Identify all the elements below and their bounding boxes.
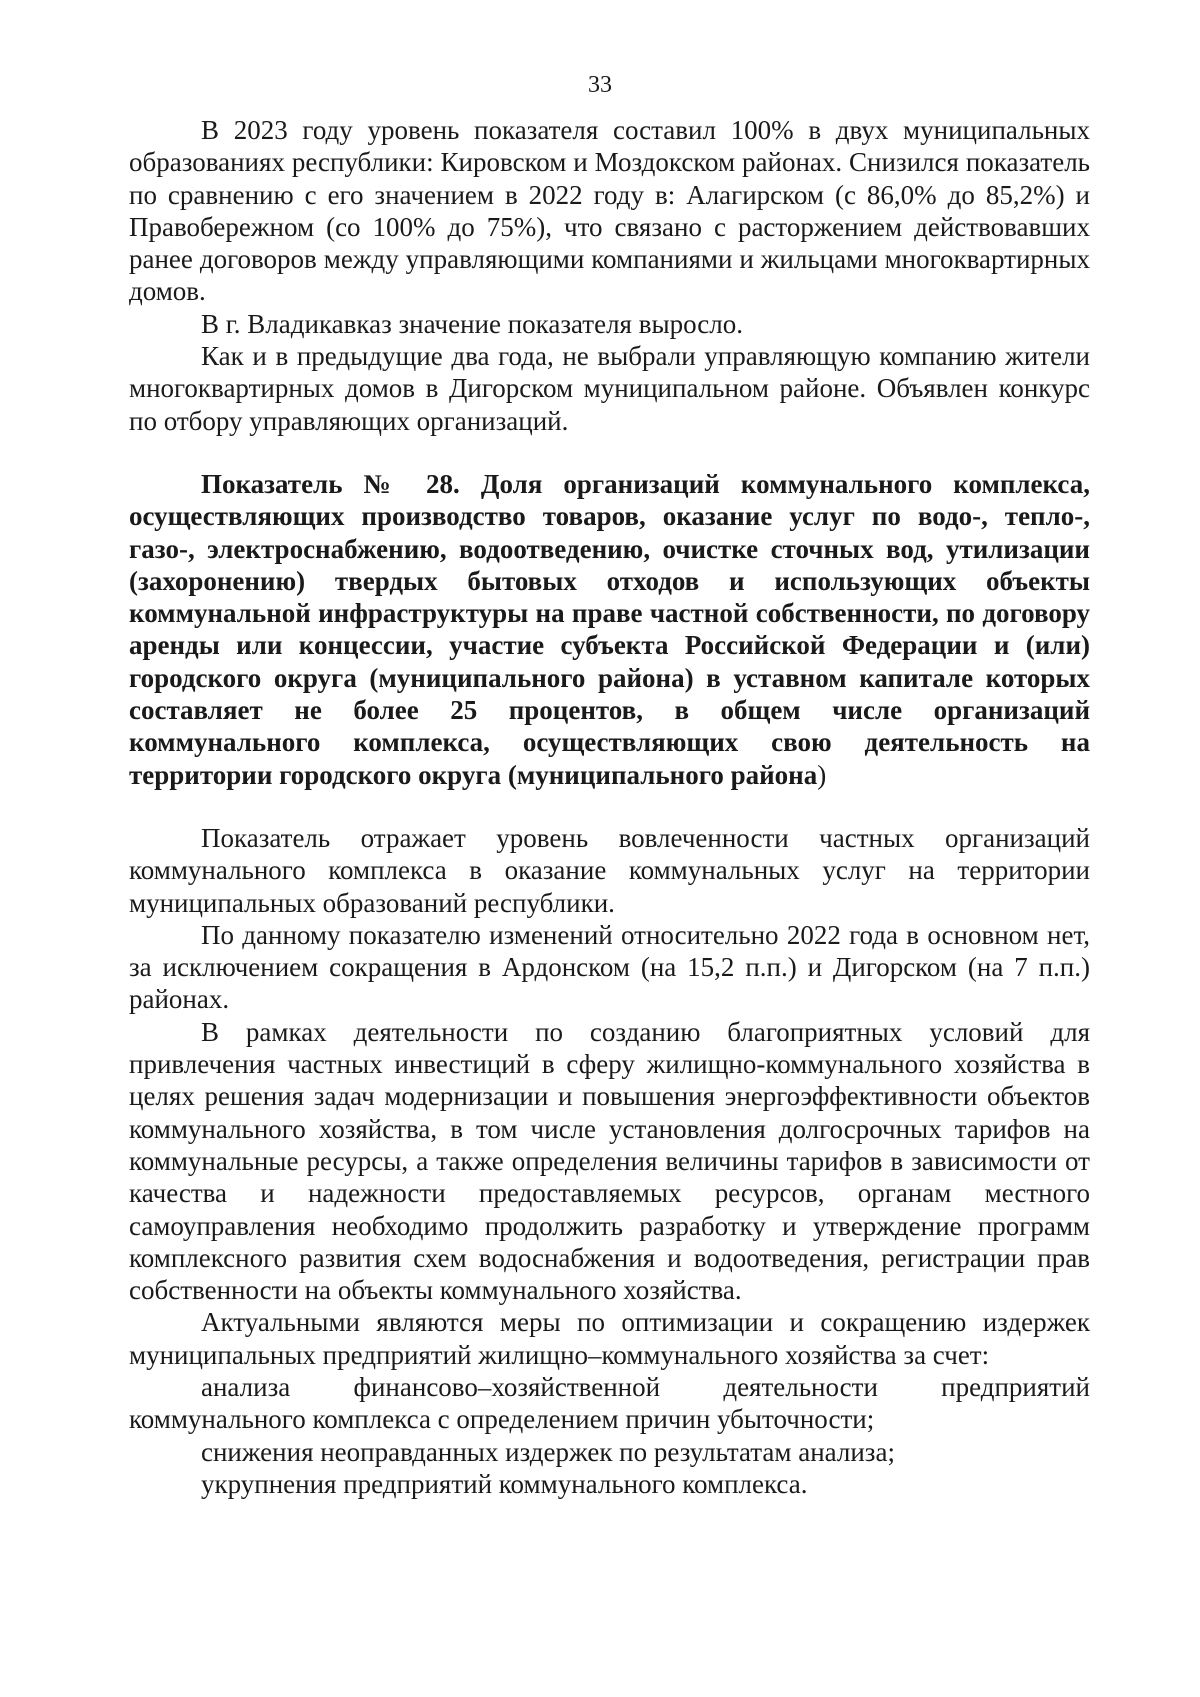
paragraph: В рамках деятельности по созданию благоприятных условий для привлечения частных инвестиций в сферу жилищно-коммунального хозяйства в целях решения задач модернизации и повышения энергоэффективности объектов коммунального хозяйства, в том числе установления долгосрочных тарифов на коммунальные ресурсы, а также определения величины тарифов в зависимости от качества и надежности предоставляемых ресурсов, органам местного самоуправления необходимо продолжить разработку и утверждение программ комплексного развития схем водоснабжения и водоотведения, регистрации прав собственности на объекты коммунального хозяйства. [129, 1016, 1090, 1306]
paragraph: Как и в предыдущие два года, не выбрали управляющую компанию жители многоквартирных домов в Дигорском муниципальном районе. Объявлен конкурс по отбору управляющих организаций. [129, 341, 1090, 436]
paragraph: В г. Владикавказ значение показателя выросло. [201, 308, 743, 339]
list-item: снижения неоправданных издержек по результатам анализа; [201, 1436, 895, 1467]
document-body [129, 114, 1090, 1500]
indicator-heading-tail: ) [817, 759, 827, 790]
list-item: укрупнения предприятий коммунального комплекса. [201, 1468, 808, 1499]
list-item: анализа финансово–хозяйственной деятельности предприятий коммунального комплекса с определением причин убыточности; [129, 1371, 1090, 1435]
page-number: 33 [588, 72, 612, 98]
indicator-heading [129, 468, 1090, 791]
paragraph: По данному показателю изменений относительно 2022 года в основном нет, за исключением сокращения в Ардонском (на 15,2 п.п.) и Дигорском (на 7 п.п.) районах. [129, 919, 1090, 1015]
paragraph: В 2023 году уровень показателя составил 100% в двух муниципальных образованиях республики: Кировском и Моздокском районах. Снизился показатель по сравнению с его значением в 2022 году в: Алагирском (с 86,0% до 85,2%) и Правобережном (со 100% до 75%), что связано с расторжением действовавших ранее договоров между управляющими компаниями и жильцами многоквартирных домов. [129, 115, 1090, 307]
indicator-heading-text: Показатель № 28. Доля организаций коммунального комплекса, осуществляющих производство товаров, оказание услуг по водо-, тепло-, газо-, электроснабжению, водоотведению, очистке сточных вод, утилизации (захоронению) твердых бытовых отходов и использующих объекты коммунальной инфраструктуры на праве частной собственности, по договору аренды или концессии, участие субъекта Российской Федерации и (или) городского округа (муниципального района) в уставном капитале которых составляет не более 25 процентов, в общем числе организаций коммунального комплекса, осуществляющих свою деятельность на территории городского округа (муниципального района [129, 468, 1090, 790]
paragraph: Показатель отражает уровень вовлеченности частных организаций коммунального комплекса в оказание коммунальных услуг на территории муниципальных образований республики. [129, 822, 1090, 918]
paragraph: Актуальными являются меры по оптимизации и сокращению издержек муниципальных предприятий жилищно–коммунального хозяйства за счет: [129, 1307, 1090, 1370]
